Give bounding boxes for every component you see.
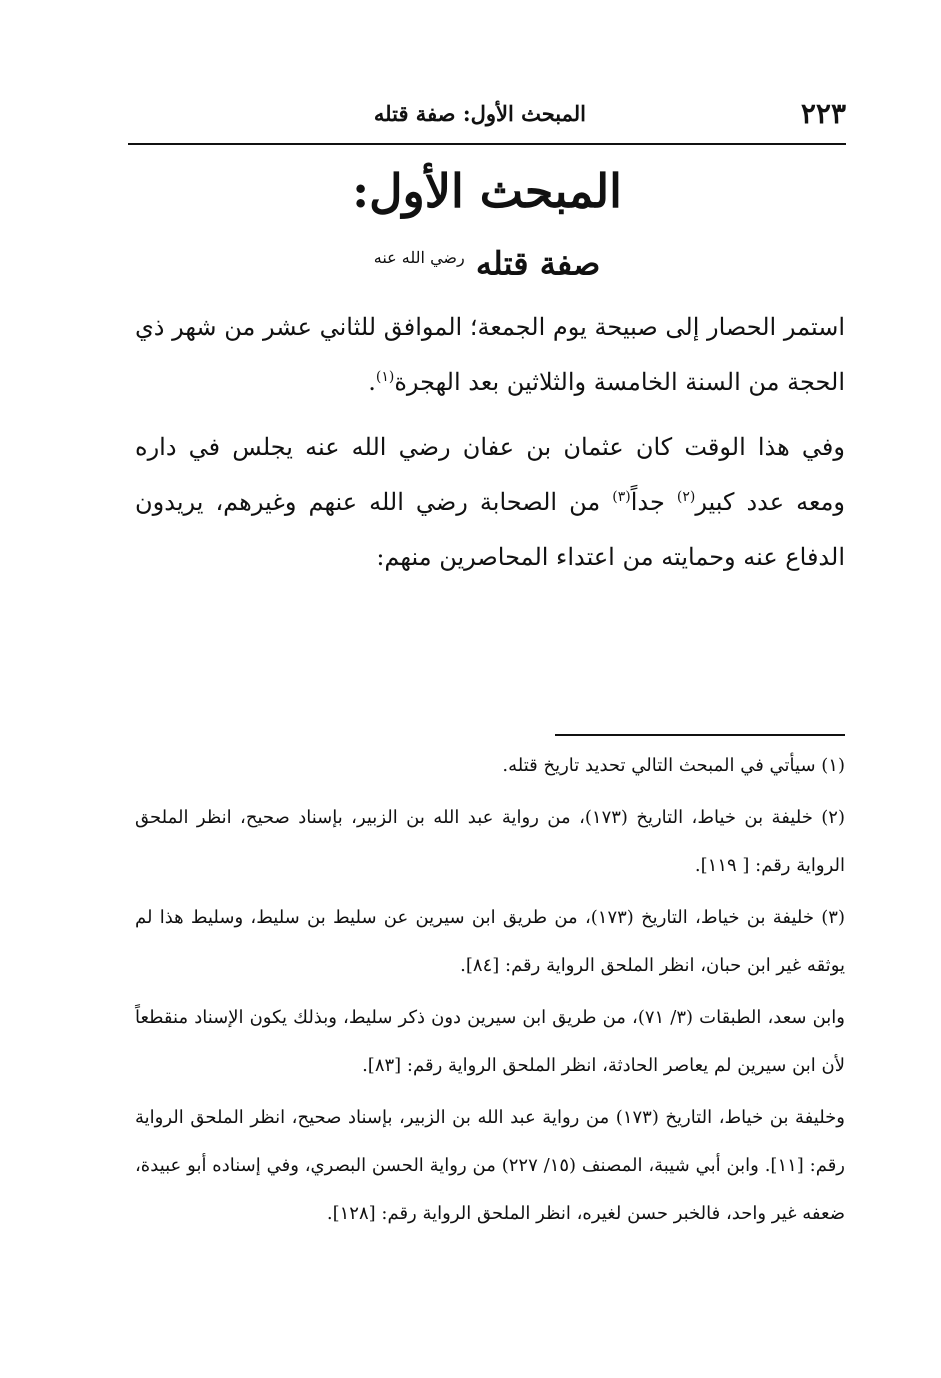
running-title: المبحث الأول: صفة قتله xyxy=(373,101,586,126)
footnote-ref-2: (٢) xyxy=(676,489,696,505)
footnotes xyxy=(135,742,845,1242)
main-body xyxy=(135,300,845,595)
chapter-title: المبحث الأول: xyxy=(352,164,622,218)
footnote-3: (٣) خليفة بن خياط، التاريخ (١٧٣)، من طريق ابن سيرين عن سليط بن سليط، وسليط هذا لم يوثقه غير ابن حبان، انظر الملحق الرواية رقم: [٨٤]. xyxy=(135,907,845,976)
paragraph-1-text: استمر الحصار إلى صبيحة يوم الجمعة؛ الموافق للثاني عشر من شهر ذي الحجة من السنة الخامسة والثلاثين بعد الهجرة xyxy=(135,313,845,396)
footnote-2: (٢) خليفة بن خياط، التاريخ (١٧٣)، من رواية عبد الله بن الزبير، بإسناد صحيح، انظر الملحق الرواية رقم: [ ١١٩]. xyxy=(135,807,845,876)
footnote-3-continued-b: وخليفة بن خياط، التاريخ (١٧٣) من رواية عبد الله بن الزبير، بإسناد صحيح، انظر الملحق الرواية رقم: [١١]. وابن أبي شيبة، المصنف (١٥/ ٢٢٧) من رواية الحسن البصري، وفي إسناده أبو عبيدة، ضعفه غير واحد، فالخبر حسن لغيره، انظر الملحق الرواية رقم: [١٢٨]. xyxy=(135,1107,846,1224)
footnote-divider xyxy=(555,734,845,736)
paragraph-2-part-1: وفي هذا الوقت كان عثمان بن عفان رضي الله عنه يجلس في داره ومعه عدد كبير xyxy=(135,433,846,516)
running-header xyxy=(128,92,846,136)
honorific-mark: رضي الله عنه xyxy=(373,248,465,267)
paragraph-1 xyxy=(135,300,845,410)
footnote-ref-3: (٣) xyxy=(612,489,631,505)
paragraph-2 xyxy=(135,420,845,585)
paragraph-2-part-2: جداً xyxy=(630,488,677,516)
section-title xyxy=(128,232,846,290)
footnote-1: (١) سيأتي في المبحث التالي تحديد تاريخ قتله. xyxy=(502,755,845,776)
footnote-ref-1: (١) xyxy=(375,369,395,385)
header-divider xyxy=(128,143,846,145)
paragraph-1-tail: . xyxy=(368,368,376,396)
paragraph-2-part-3: من الصحابة رضي الله عنهم وغيرهم، يريدون الدفاع عنه وحمايته من اعتداء المحاصرين منهم: xyxy=(135,488,845,571)
page-number: ٢٢٣ xyxy=(800,97,846,130)
footnote-3-continued-a: وابن سعد، الطبقات (٣/ ٧١)، من طريق ابن سيرين دون ذكر سليط، وبذلك يكون الإسناد منقطعاً لأن ابن سيرين لم يعاصر الحادثة، انظر الملحق الرواية رقم: [٨٣]. xyxy=(135,1007,845,1076)
section-title-text: صفة قتله xyxy=(475,244,601,283)
